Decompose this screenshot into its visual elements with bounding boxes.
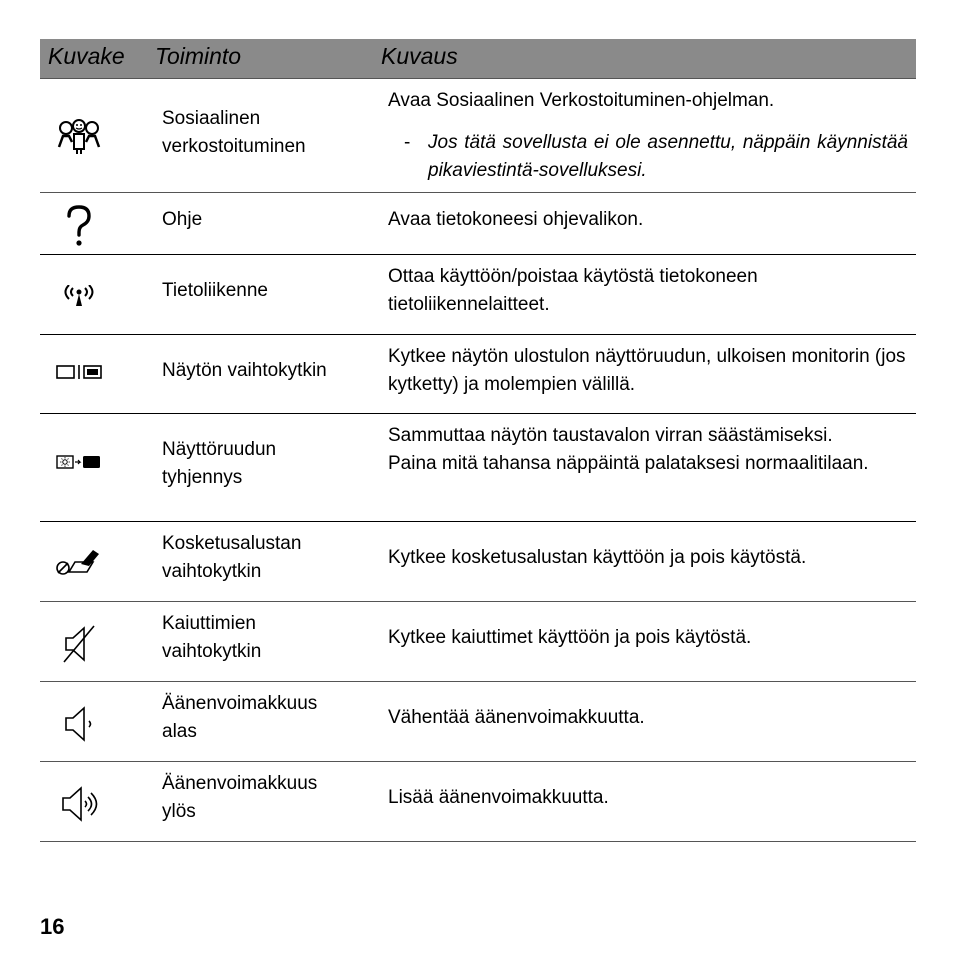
table-row [40,79,916,193]
function-line: Kaiuttimien [162,613,256,634]
row-description: Kytkee näytön ulostulon näyttöruudun, ulkoisen monitorin (jos kytketty) ja molempien välillä. [388,346,906,395]
table-row [40,414,916,522]
table-header [40,39,916,79]
table-row [40,335,916,414]
table-row [40,255,916,335]
function-line: Näyttöruudun [162,439,277,460]
function-line: Tietoliikenne [162,280,268,301]
header-function-column: Toiminto [155,43,242,69]
row-description: Ottaa käyttöön/poistaa käytöstä tietokoneen tietoliikennelaitteet. [388,266,758,315]
note-dash: - [404,132,411,153]
row-function [162,206,377,234]
function-line: Näytön vaihtokytkin [162,360,327,381]
function-line: Äänenvoimakkuus [162,773,318,794]
social-network-icon [54,119,104,155]
table-row [40,762,916,842]
description-text: Sammuttaa näytön taustavalon virran säästämiseksi. Paina mitä tahansa näppäintä palataksesi normaalitilaan. [388,425,869,474]
row-function [162,105,377,161]
wireless-icon [54,285,104,307]
page-number: 16 [40,914,65,939]
function-line: alas [162,721,197,742]
row-function [162,277,377,305]
row-function [162,357,377,385]
row-description: Avaa Sosiaalinen Verkostoituminen-ohjelman. [388,90,775,111]
screen-blank-icon [54,454,104,470]
row-function [162,530,377,586]
row-description: Kytkee kaiuttimet käyttöön ja pois käytöstä. [388,627,752,648]
row-description: Vähentää äänenvoimakkuutta. [388,707,645,728]
row-description: Kytkee kosketusalustan käyttöön ja pois käytöstä. [388,547,807,568]
row-function [162,610,377,666]
function-line: ylös [162,801,196,822]
volume-down-icon [54,704,104,744]
row-note [388,129,908,185]
function-line: tyhjennys [162,467,243,488]
header-icon-column: Kuvake [48,43,125,69]
row-function [162,690,377,746]
touchpad-toggle-icon [54,548,104,576]
function-line: vaihtokytkin [162,641,262,662]
table-row [40,522,916,602]
function-line: verkostoituminen [162,136,306,157]
function-line: Sosiaalinen [162,108,261,129]
row-description: Lisää äänenvoimakkuutta. [388,787,609,808]
row-function [162,770,377,826]
function-line: Kosketusalustan [162,533,302,554]
note-text: Jos tätä sovellusta ei ole asennettu, näppäin käynnistää pikaviestintä-sovelluksesi. [428,132,908,181]
function-line: vaihtokytkin [162,561,262,582]
function-line: Ohje [162,209,203,230]
header-description-column: Kuvaus [381,43,458,69]
table-row [40,193,916,255]
help-icon [54,205,104,247]
function-line: Äänenvoimakkuus [162,693,318,714]
row-function [162,436,377,492]
display-toggle-icon [54,364,104,380]
table-row [40,602,916,682]
speaker-mute-icon [54,624,104,664]
row-description [388,422,908,478]
row-description: Avaa tietokoneesi ohjevalikon. [388,209,644,230]
volume-up-icon [54,784,104,824]
table-row [40,682,916,762]
function-key-table [40,39,916,842]
